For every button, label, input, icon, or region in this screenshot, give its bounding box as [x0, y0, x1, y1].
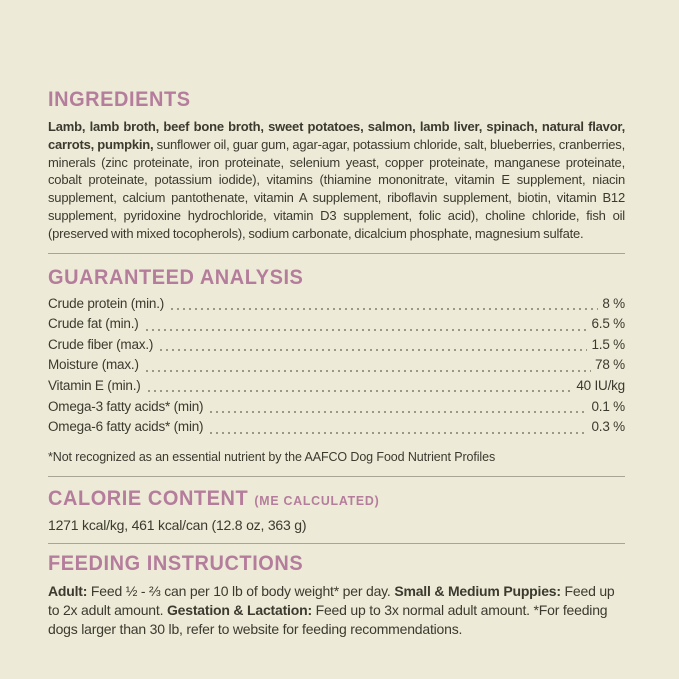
- feeding-instructions-section: [48, 552, 625, 639]
- calorie-content-section: [48, 487, 625, 533]
- ingredients-lead: Lamb, lamb broth, beef bone broth, sweet potatoes, salmon, lamb liver, spinach, natural flavor, carrots, pumpkin,: [48, 119, 625, 152]
- feeding-instructions-title: FEEDING INSTRUCTIONS: [48, 551, 304, 575]
- ingredients-paragraph: [48, 118, 625, 243]
- guaranteed-analysis-title: GUARANTEED ANALYSIS: [48, 265, 304, 289]
- adult-text: Feed ½ - ⅔ can per 10 lb of body weight* per day.: [87, 582, 395, 599]
- ingredients-rest: sunflower oil, guar gum, agar-agar, potassium chloride, salt, blueberries, cranberries, minerals (zinc proteinate, iron proteinate, selenium yeast, copper proteinate, manganese proteinate, cobalt proteinate, potassium iodide), vitamins (thiamine mononitrate, vitamin E supplement, niacin supplement, calcium pantothenate, vitamin A supplement, riboflavin supplement, biotin, vitamin B12 supplement, pyridoxine hydrochloride, vitamin D3 supplement, folic acid), choline chloride, fish oil (preserved with mixed tocopherols), sodium carbonate, dicalcium phosphate, magnesium sulfate.: [48, 136, 625, 241]
- nutrient-label: Moisture (max.): [48, 357, 139, 373]
- dotted-leader: [169, 296, 598, 317]
- dotted-leader: [144, 357, 591, 378]
- table-row: [48, 399, 625, 420]
- aafco-footnote: *Not recognized as an essential nutrient by the AAFCO Dog Food Nutrient Profiles: [48, 449, 496, 464]
- calorie-content-title-text: CALORIE CONTENT: [48, 486, 249, 510]
- table-row: [48, 316, 625, 337]
- adult-label: Adult:: [48, 582, 88, 599]
- section-divider: [48, 543, 625, 544]
- dotted-leader: [144, 316, 588, 337]
- nutrient-label: Crude fat (min.): [48, 316, 139, 332]
- dotted-leader: [208, 399, 587, 420]
- me-calculated-label: (ME CALCULATED): [254, 492, 380, 508]
- dotted-leader: [158, 337, 587, 358]
- calorie-values: 1271 kcal/kg, 461 kcal/can (12.8 oz, 363 g): [48, 516, 307, 533]
- nutrient-label: Omega-6 fatty acids* (min): [48, 419, 204, 435]
- dotted-leader: [146, 378, 573, 399]
- calorie-content-title: [48, 487, 596, 511]
- nutrient-value: 0.3 %: [591, 419, 625, 435]
- nutrient-value: 78 %: [595, 357, 625, 373]
- nutrient-label: Vitamin E (min.): [48, 377, 141, 393]
- section-divider: [48, 253, 625, 254]
- gestation-label: Gestation & Lactation:: [166, 601, 312, 618]
- nutrient-value: 8 %: [602, 295, 625, 311]
- nutrient-value: 1.5 %: [591, 336, 625, 352]
- nutrient-value: 6.5 %: [591, 316, 625, 332]
- puppies-text: Feed up to 2x adult amount.: [48, 582, 615, 618]
- nutrient-value: 0.1 %: [591, 398, 625, 414]
- ingredients-section: [48, 88, 625, 243]
- nutrient-label: Crude fiber (max.): [48, 336, 154, 352]
- guaranteed-analysis-table: [48, 296, 625, 440]
- puppies-label: Small & Medium Puppies:: [394, 582, 561, 599]
- ingredients-title: INGREDIENTS: [48, 88, 191, 111]
- gestation-text: Feed up to 3x normal adult amount. *For feeding dogs larger than 30 lb, refer to website for feeding recommendations.: [48, 601, 608, 637]
- nutrient-value: 40 IU/kg: [576, 377, 625, 393]
- feeding-instructions-paragraph: [48, 582, 625, 639]
- table-row: [48, 378, 625, 399]
- table-row: [48, 296, 625, 317]
- dotted-leader: [208, 419, 587, 440]
- table-row: [48, 357, 625, 378]
- nutrient-label: Crude protein (min.): [48, 295, 165, 311]
- nutrient-label: Omega-3 fatty acids* (min): [48, 398, 204, 414]
- table-row: [48, 337, 625, 358]
- section-divider: [48, 476, 625, 477]
- table-row: [48, 419, 625, 440]
- guaranteed-analysis-section: [48, 266, 625, 464]
